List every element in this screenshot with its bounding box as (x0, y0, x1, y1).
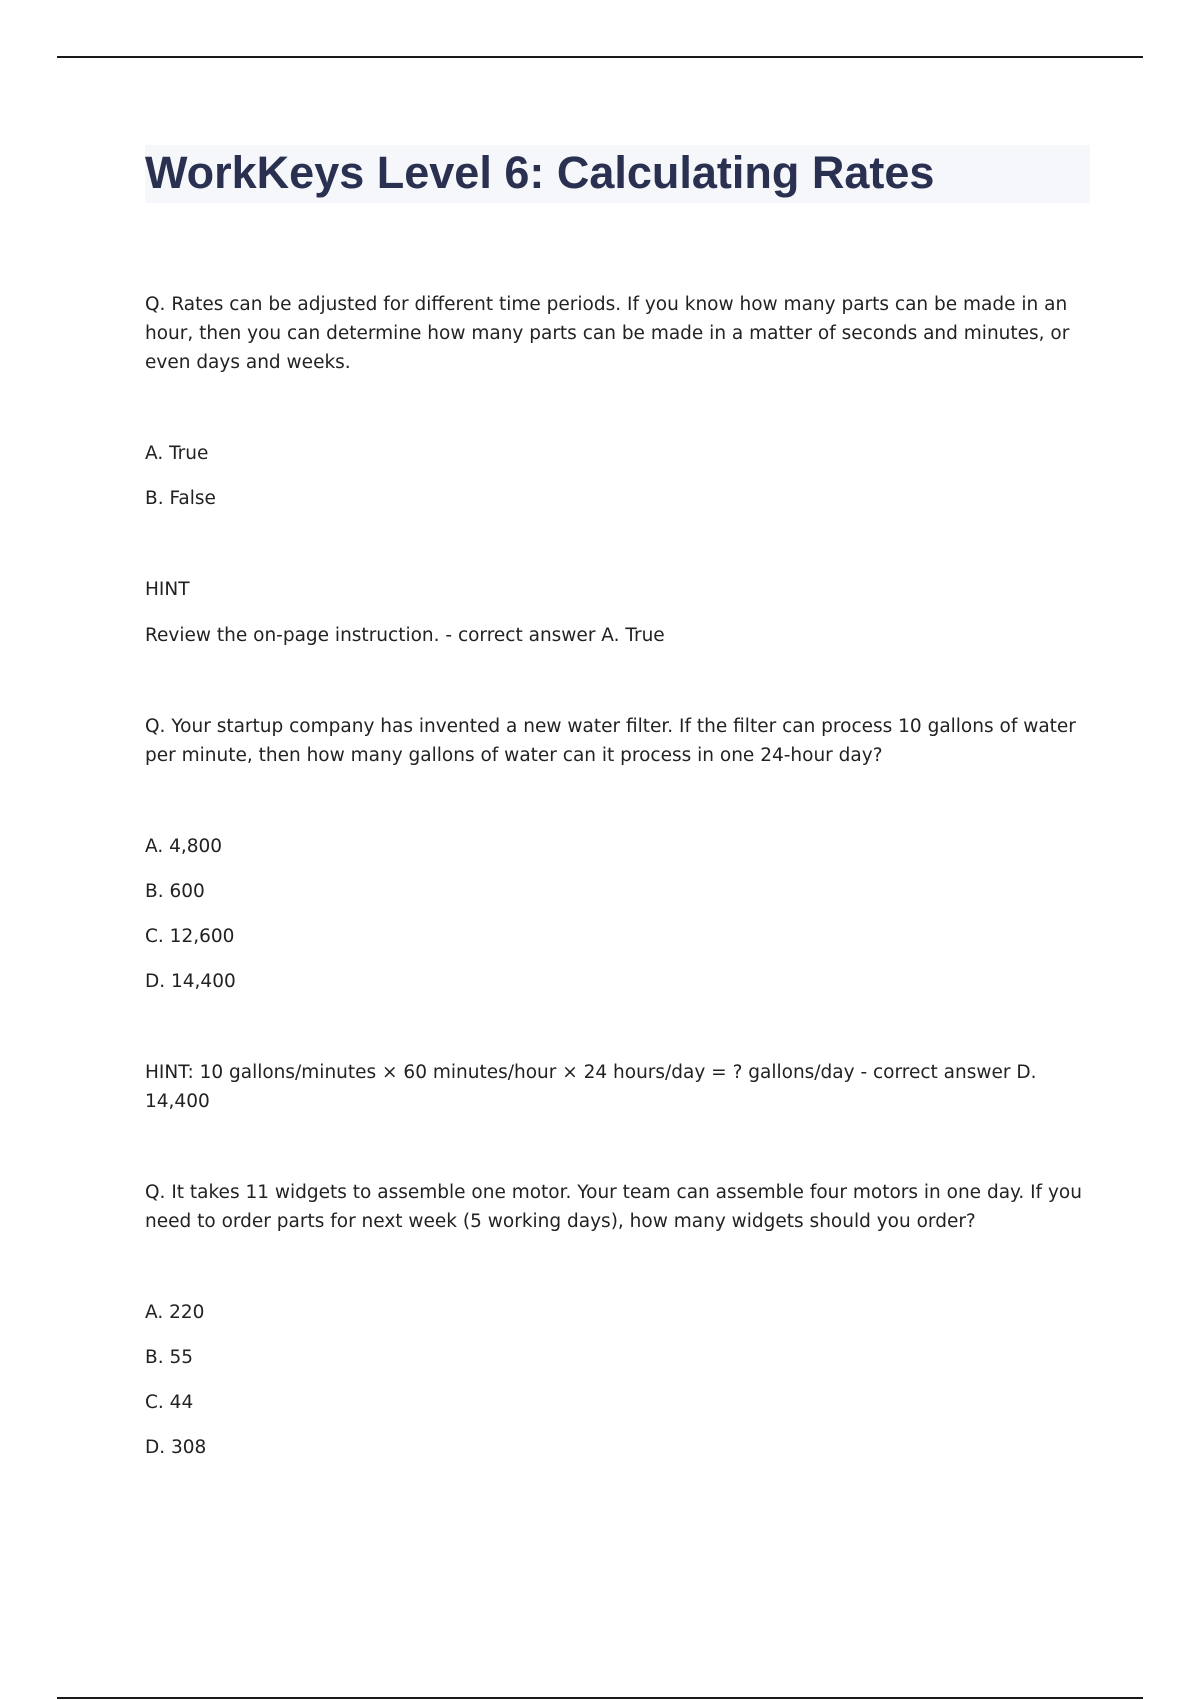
question-1-hint-label: HINT (145, 579, 190, 600)
question-3-text: Q. It takes 11 widgets to assemble one motor. Your team can assemble four motors in one day. If you need to order parts for next week (5 working days), how many widgets should you order? (145, 1182, 1082, 1232)
question-3-option-a: A. 220 (145, 1302, 205, 1323)
question-2-option-a: A. 4,800 (145, 836, 223, 857)
top-rule (57, 56, 1143, 58)
question-3-option-b: B. 55 (145, 1347, 193, 1368)
question-3-option-c: C. 44 (145, 1392, 194, 1413)
question-2-option-c: C. 12,600 (145, 926, 235, 947)
question-2-hint: HINT: 10 gallons/minutes × 60 minutes/hour × 24 hours/day = ? gallons/day - correct answer D. 14,400 (145, 1062, 1037, 1112)
page-title: WorkKeys Level 6: Calculating Rates (145, 147, 935, 198)
question-1-option-a: A. True (145, 443, 209, 464)
question-1-hint: Review the on-page instruction. - correct answer A. True (145, 625, 665, 646)
document-body (145, 290, 1090, 1478)
question-3-option-d: D. 308 (145, 1437, 207, 1458)
question-2-option-b: B. 600 (145, 881, 205, 902)
question-2-option-d: D. 14,400 (145, 971, 236, 992)
question-1-text: Q. Rates can be adjusted for different time periods. If you know how many parts can be made in an hour, then you can determine how many parts can be made in a matter of seconds and minutes, or even days and weeks. (145, 294, 1070, 373)
bottom-rule (57, 1697, 1143, 1699)
question-1-option-b: B. False (145, 488, 216, 509)
question-2-text: Q. Your startup company has invented a new water filter. If the filter can process 10 gallons of water per minute, then how many gallons of water can it process in one 24-hour day? (145, 716, 1076, 766)
